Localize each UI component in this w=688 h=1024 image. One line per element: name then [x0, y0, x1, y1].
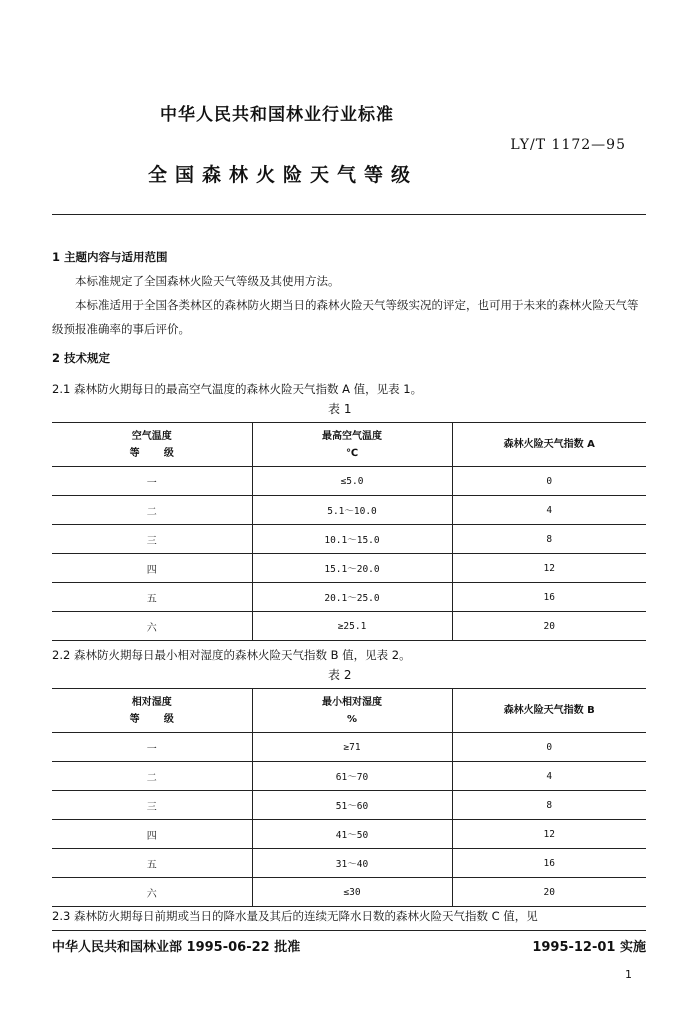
- table-2-header-level: 相对湿度 等 级: [52, 689, 252, 733]
- index-cell: 4: [452, 762, 646, 791]
- table-1-header-level: 空气温度 等 级: [52, 423, 252, 467]
- level-cell: 三: [52, 525, 252, 554]
- table-row: [52, 525, 646, 554]
- range-cell: 20.1～25.0: [252, 583, 452, 612]
- level-cell: 一: [52, 467, 252, 496]
- section-2-heading: 2 技术规定: [52, 351, 111, 365]
- level-cell: 五: [52, 849, 252, 878]
- level-cell: 六: [52, 612, 252, 641]
- index-cell: 20: [452, 878, 646, 907]
- table-row: [52, 612, 646, 641]
- clause-2-3: 2.3 森林防火期每日前期或当日的降水量及其后的连续无降水日数的森林火险天气指数 C 值，见: [52, 909, 538, 923]
- index-cell: 16: [452, 849, 646, 878]
- index-cell: 12: [452, 554, 646, 583]
- range-cell: ≤5.0: [252, 467, 452, 496]
- section-1-para-1: 本标准规定了全国森林火险天气等级及其使用方法。: [75, 274, 340, 288]
- range-cell: 10.1～15.0: [252, 525, 452, 554]
- range-cell: ≤30: [252, 878, 452, 907]
- index-cell: 12: [452, 820, 646, 849]
- range-cell: 51～60: [252, 791, 452, 820]
- range-cell: ≥25.1: [252, 612, 452, 641]
- index-cell: 0: [452, 733, 646, 762]
- standard-code: LY/T 1172—95: [510, 137, 626, 153]
- table-row: [52, 791, 646, 820]
- table-2-caption: 表 2: [328, 668, 352, 682]
- clause-2-2: 2.2 森林防火期每日最小相对湿度的森林火险天气指数 B 值，见表 2。: [52, 648, 411, 662]
- table-row: [52, 849, 646, 878]
- level-cell: 六: [52, 878, 252, 907]
- table-1: [52, 422, 646, 641]
- level-cell: 三: [52, 791, 252, 820]
- table-row: [52, 496, 646, 525]
- organization-header: 中华人民共和国林业行业标准: [160, 105, 394, 125]
- approval-line: 中华人民共和国林业部 1995-06-22 批准: [52, 940, 301, 955]
- table-row: [52, 733, 646, 762]
- level-cell: 四: [52, 820, 252, 849]
- index-cell: 16: [452, 583, 646, 612]
- range-cell: 5.1～10.0: [252, 496, 452, 525]
- table-row: [52, 554, 646, 583]
- level-cell: 五: [52, 583, 252, 612]
- page-number: 1: [625, 968, 632, 981]
- index-cell: 20: [452, 612, 646, 641]
- document-title: 全国森林火险天气等级: [148, 164, 419, 186]
- table-row: [52, 467, 646, 496]
- header-divider: [52, 214, 646, 215]
- footer-divider: [52, 930, 646, 931]
- table-2-header-humidity: 最小相对湿度 %: [252, 689, 452, 733]
- index-cell: 4: [452, 496, 646, 525]
- range-cell: 31～40: [252, 849, 452, 878]
- table-row: [52, 583, 646, 612]
- table-row: [52, 762, 646, 791]
- index-cell: 0: [452, 467, 646, 496]
- table-1-header-index: 森林火险天气指数 A: [452, 423, 646, 467]
- level-cell: 二: [52, 496, 252, 525]
- level-cell: 四: [52, 554, 252, 583]
- clause-2-1: 2.1 森林防火期每日的最高空气温度的森林火险天气指数 A 值，见表 1。: [52, 382, 423, 396]
- table-row: [52, 878, 646, 907]
- table-2: [52, 688, 646, 907]
- section-1-heading: 1 主题内容与适用范围: [52, 250, 168, 264]
- range-cell: ≥71: [252, 733, 452, 762]
- range-cell: 15.1～20.0: [252, 554, 452, 583]
- implementation-date: 1995-12-01 实施: [532, 940, 646, 955]
- table-1-caption: 表 1: [328, 402, 352, 416]
- section-1-para-2: 本标准适用于全国各类林区的森林防火期当日的森林火险天气等级实况的评定，也可用于未来的森林火险天气等级预报准确率的事后评价。: [52, 298, 639, 336]
- table-2-header-index: 森林火险天气指数 B: [452, 689, 646, 733]
- level-cell: 二: [52, 762, 252, 791]
- index-cell: 8: [452, 791, 646, 820]
- level-cell: 一: [52, 733, 252, 762]
- range-cell: 41～50: [252, 820, 452, 849]
- index-cell: 8: [452, 525, 646, 554]
- table-row: [52, 820, 646, 849]
- table-1-header-temperature: 最高空气温度 ℃: [252, 423, 452, 467]
- range-cell: 61～70: [252, 762, 452, 791]
